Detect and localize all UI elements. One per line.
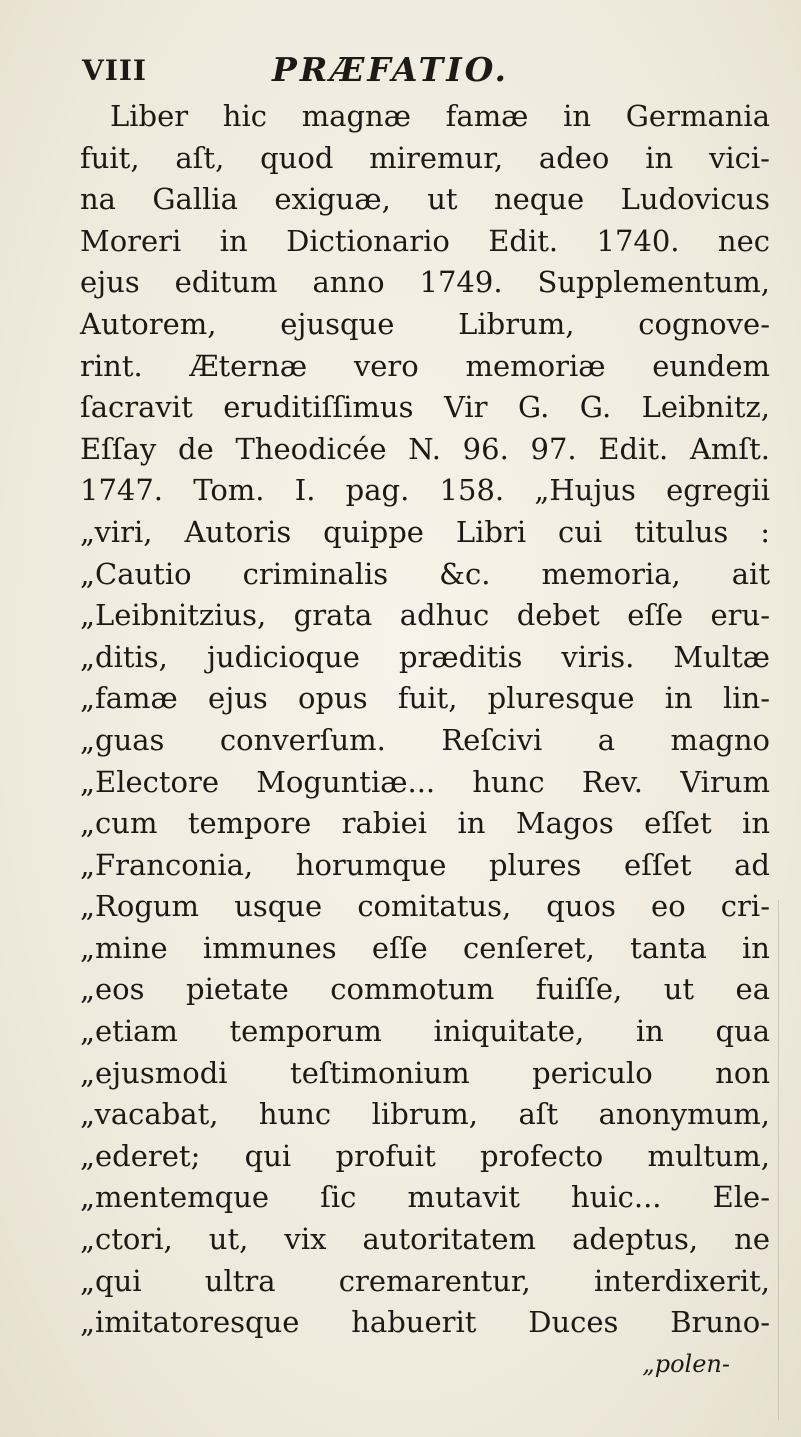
text-line: rint. Æternæ vero memoriæ eundem (80, 348, 770, 383)
running-title: PRÆFATIO. (272, 50, 509, 89)
text-line: „cum tempore rabiei in Magos eſſet in (80, 806, 770, 841)
text-line: „ctori, ut, vix autoritatem adeptus, ne (80, 1222, 770, 1257)
text-line: „mentemque ſic mutavit huic... Ele- (80, 1180, 770, 1215)
text-line: „viri, Autoris quippe Libri cui titulus : (80, 514, 770, 549)
text-line: „guas converſum. Reſcivi a magno (80, 722, 770, 757)
text-line: „qui ultra cremarentur, interdixerit, (80, 1263, 770, 1298)
text-line: „vacabat, hunc librum, aſt anonymum, (80, 1097, 770, 1132)
catchword: „polen- (642, 1349, 730, 1378)
text-line: „famæ ejus opus fuit, pluresque in lin- (80, 681, 770, 716)
text-line: „mine immunes eſſe cenſeret, tanta in (80, 930, 770, 965)
text-line: „Rogum usque comitatus, quos eo cri- (80, 889, 770, 924)
text-line: „imitatoresque habuerit Duces Bruno- (80, 1305, 770, 1340)
body-text (80, 96, 770, 1385)
text-line: fuit, aſt, quod miremur, adeo in vici- (80, 140, 770, 175)
page-edge-shadow (778, 900, 793, 1420)
text-line: Eſſay de Theodicée N. 96. 97. Edit. Amſt. (80, 431, 770, 466)
text-line: „Franconia, horumque plures eſſet ad (80, 847, 770, 882)
page-header (82, 48, 722, 92)
text-line: „etiam temporum iniquitate, in qua (80, 1014, 770, 1049)
text-line: ejus editum anno 1749. Supplementum, (80, 265, 770, 300)
text-line: „ejusmodi teſtimonium periculo non (80, 1055, 770, 1090)
text-line: na Gallia exiguæ, ut neque Ludovicus (80, 182, 770, 217)
text-line: „Electore Moguntiæ... hunc Rev. Virum (80, 764, 770, 799)
text-line: „Leibnitzius, grata adhuc debet eſſe eru- (80, 598, 770, 633)
text-line: 1747. Tom. I. pag. 158. „Hujus egregii (80, 473, 770, 508)
text-line: ſacravit eruditiſſimus Vir G. G. Leibnitz, (80, 390, 770, 425)
page-number: VIII (82, 54, 148, 87)
text-line: „eos pietate commotum fuiſſe, ut ea (80, 972, 770, 1007)
text-line: Autorem, ejusque Librum, cognove- (80, 306, 770, 341)
text-line: „ditis, judicioque præditis viris. Multæ (80, 639, 770, 674)
text-line: Moreri in Dictionario Edit. 1740. nec (80, 223, 770, 258)
text-line: Liber hic magnæ famæ in Germania (110, 99, 770, 133)
text-line: „ederet; qui profuit profecto multum, (80, 1138, 770, 1173)
text-line: „Cautio criminalis &c. memoria, ait (80, 556, 770, 591)
